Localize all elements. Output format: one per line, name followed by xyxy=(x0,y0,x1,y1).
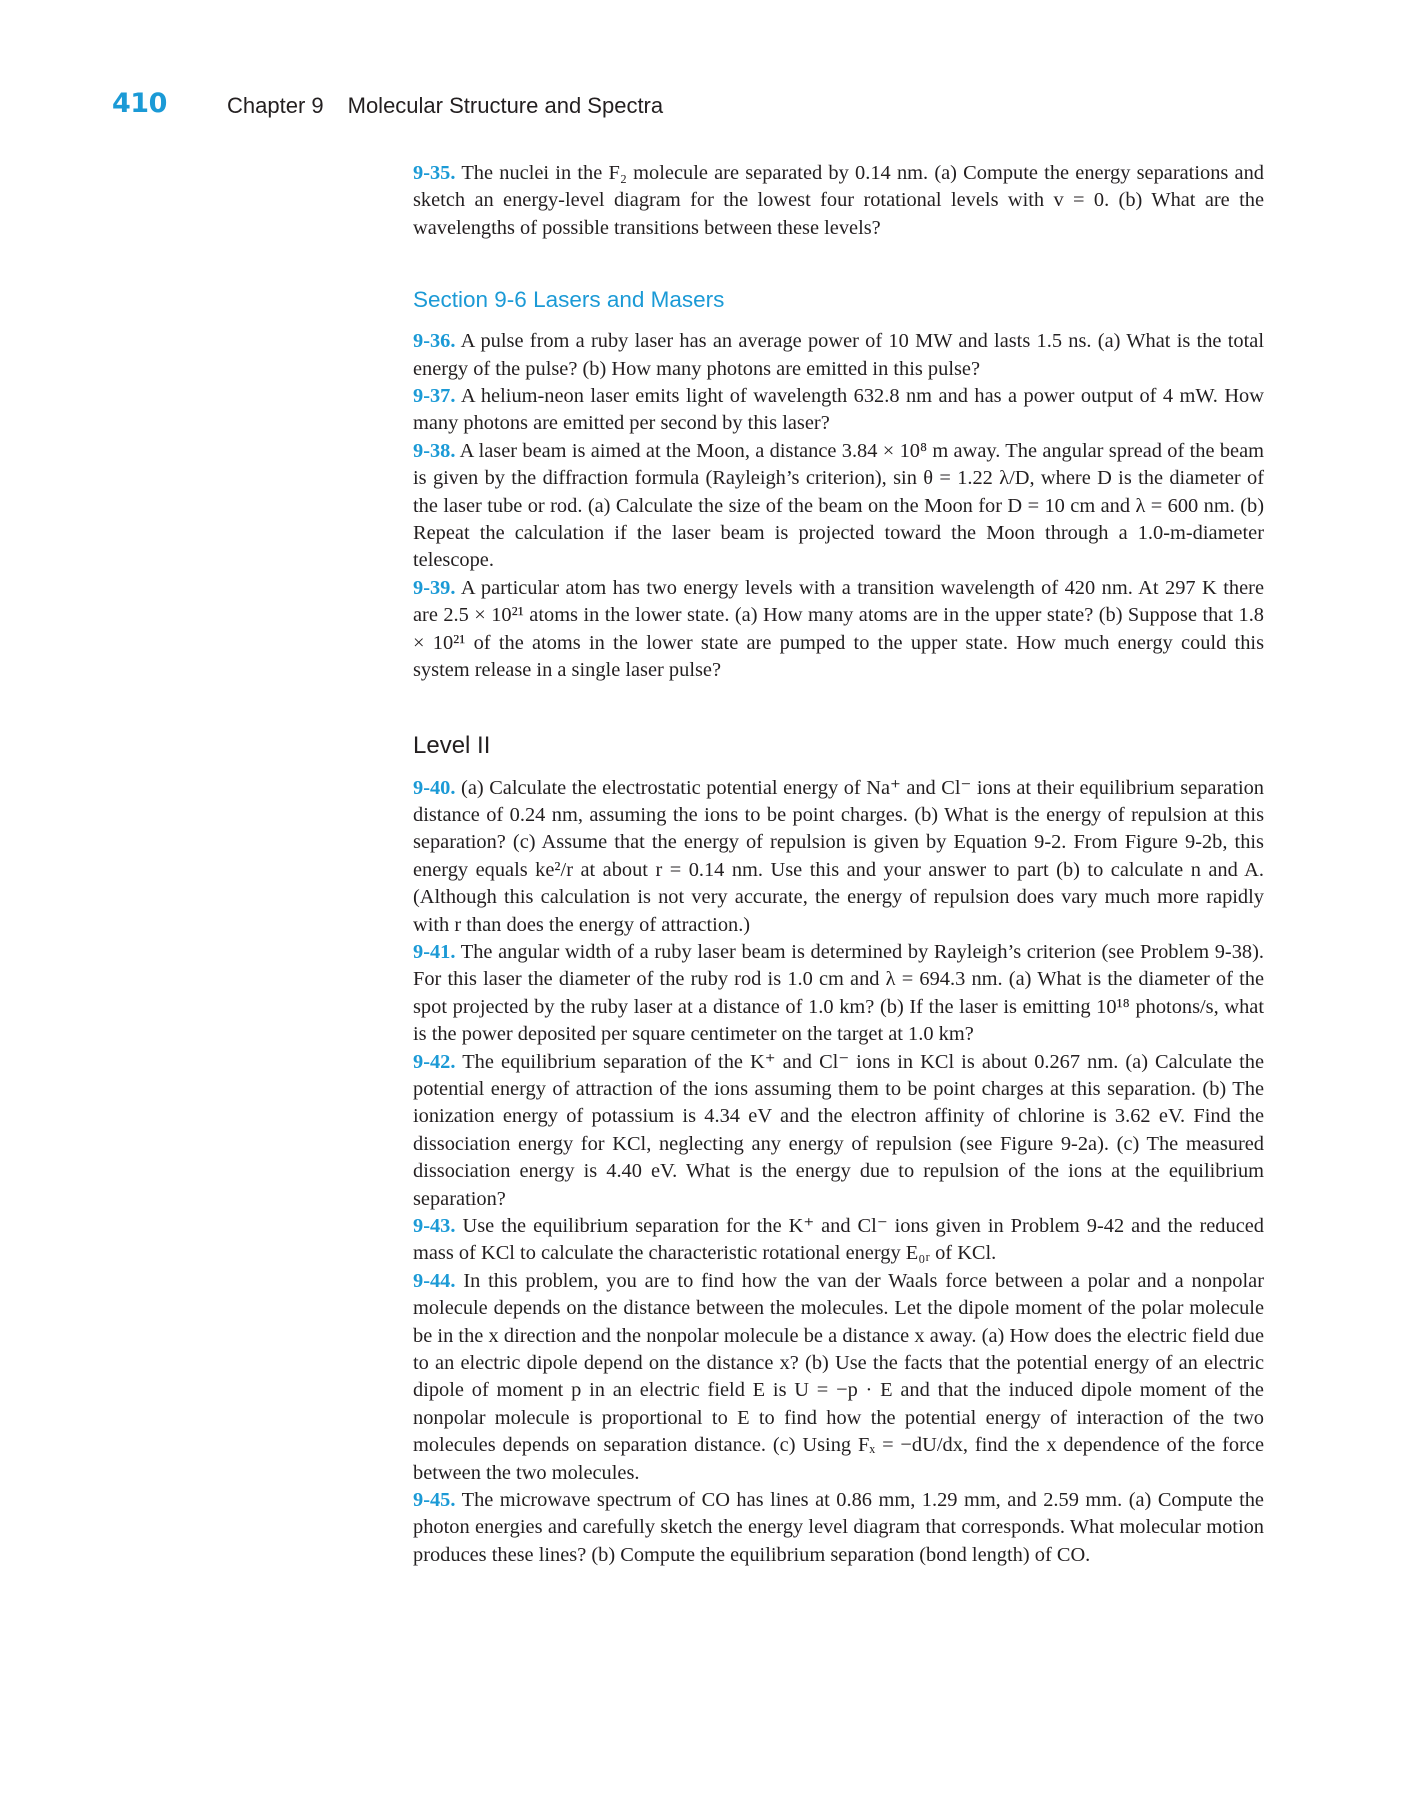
problem-text: The nuclei in the F₂ molecule are separated by 0.14 nm. (a) Compute the energy separations and sketch an energy-level diagram for the lowest four rotational levels with v = 0. (b) What are the wavelengths of possible transitions between these levels? xyxy=(413,162,1264,239)
problem-9-42 xyxy=(413,1049,1264,1213)
page-number: 410 xyxy=(112,88,167,119)
problem-text: A laser beam is aimed at the Moon, a distance 3.84 × 10⁸ m away. The angular spread of the beam is given by the diffraction formula (Rayleigh’s criterion), sin θ = 1.22 λ/D, where D is the diameter of the laser tube or rod. (a) Calculate the size of the beam on the Moon for D = 10 cm and λ = 600 nm. (b) Repeat the calculation if the laser beam is projected toward the Moon through a 1.0-m-diameter telescope. xyxy=(413,439,1264,572)
problem-text: In this problem, you are to find how the van der Waals force between a polar and a nonpolar molecule depends on the distance between the molecules. Let the dipole moment of the polar molecule be in the x direction and the nonpolar molecule be a distance x away. (a) How does the electric field due to an electric dipole depend on the distance x? (b) Use the facts that the potential energy of an electric dipole of moment p in an electric field E is U = −p · E and that the induced dipole moment of the nonpolar molecule is proportional to E to find how the potential energy of interaction of the two molecules depends on separation distance. (c) Using Fₓ = −dU/dx, find the x dependence of the force between the two molecules. xyxy=(413,1269,1264,1484)
problem-text: The microwave spectrum of CO has lines at 0.86 mm, 1.29 mm, and 2.59 mm. (a) Compute the photon energies and carefully sketch the energy level diagram that corresponds. What molecular motion produces these lines? (b) Compute the equilibrium separation (bond length) of CO. xyxy=(413,1489,1264,1566)
section-heading: Section 9-6 Lasers and Masers xyxy=(413,287,725,313)
problem-text: A helium-neon laser emits light of wavelength 632.8 nm and has a power output of 4 mW. How many photons are emitted per second by this laser? xyxy=(413,385,1264,435)
problem-text: A pulse from a ruby laser has an average power of 10 MW and lasts 1.5 ns. (a) What is the total energy of the pulse? (b) How many photons are emitted in this pulse? xyxy=(413,330,1264,380)
problem-number: 9-40. xyxy=(413,776,456,799)
problem-number: 9-45. xyxy=(413,1489,456,1512)
problem-text: Use the equilibrium separation for the K⁺ and Cl⁻ ions given in Problem 9-42 and the reduced mass of KCl to calculate the characteristic rotational energy E₀ᵣ of KCl. xyxy=(413,1215,1264,1265)
problem-text: (a) Calculate the electrostatic potential energy of Na⁺ and Cl⁻ ions at their equilibrium separation distance of 0.24 nm, assuming the ions to be point charges. (b) What is the energy of repulsion at this separation? (c) Assume that the energy of repulsion is given by Equation 9-2. From Figure 9-2b, this energy equals ke²/r at about r = 0.14 nm. Use this and your answer to part (b) to calculate n and A. (Although this calculation is not very accurate, the energy of repulsion does vary much more rapidly with r than does the energy of attraction.) xyxy=(413,776,1264,936)
problem-9-39 xyxy=(413,575,1264,685)
problem-9-43 xyxy=(413,1213,1264,1268)
running-head xyxy=(227,93,663,119)
level-heading: Level II xyxy=(413,731,491,759)
problem-text: The equilibrium separation of the K⁺ and Cl⁻ ions in KCl is about 0.267 nm. (a) Calculate the potential energy of attraction of the ions assuming them to be point charges at this separation. (b) The ionization energy of potassium is 4.34 eV and the electron affinity of chlorine is 3.62 eV. Find the dissociation energy for KCl, neglecting any energy of repulsion (see Figure 9-2a). (c) The measured dissociation energy is 4.40 eV. What is the energy due to repulsion of the ions at the equilibrium separation? xyxy=(413,1050,1265,1210)
problem-9-40 xyxy=(413,775,1264,939)
problem-number: 9-43. xyxy=(413,1215,456,1237)
problem-number: 9-35. xyxy=(413,162,456,184)
problem-text: The angular width of a ruby laser beam is determined by Rayleigh’s criterion (see Problem 9-38). For this laser the diameter of the ruby rod is 1.0 cm and λ = 694.3 nm. (a) What is the diameter of the spot projected by the ruby laser at a distance of 1.0 km? (b) If the laser is emitting 10¹⁸ photons/s, what is the power deposited per square centimeter on the target at 1.0 km? xyxy=(413,940,1264,1046)
problem-number: 9-41. xyxy=(413,940,456,963)
problem-number: 9-37. xyxy=(413,385,456,408)
problem-9-45 xyxy=(413,1487,1264,1569)
problem-9-35 xyxy=(413,160,1264,242)
problem-number: 9-36. xyxy=(413,330,456,353)
problem-text: A particular atom has two energy levels with a transition wavelength of 420 nm. At 297 K there are 2.5 × 10²¹ atoms in the lower state. (a) How many atoms are in the upper state? (b) Suppose that 1.8 × 10²¹ of the atoms in the lower state are pumped to the upper state. How much energy could this system release in a single laser pulse? xyxy=(413,576,1264,682)
chapter-label: Chapter 9 xyxy=(227,93,324,118)
page-content xyxy=(413,160,1264,1569)
chapter-title: Molecular Structure and Spectra xyxy=(347,93,664,118)
problem-9-41 xyxy=(413,939,1264,1049)
problem-9-36 xyxy=(413,328,1264,383)
problem-number: 9-42. xyxy=(413,1050,456,1073)
problem-number: 9-38. xyxy=(413,439,456,462)
problem-9-38 xyxy=(413,438,1264,575)
problem-number: 9-39. xyxy=(413,576,456,599)
problem-9-44 xyxy=(413,1268,1264,1487)
problem-number: 9-44. xyxy=(413,1269,456,1292)
problem-9-37 xyxy=(413,383,1264,438)
